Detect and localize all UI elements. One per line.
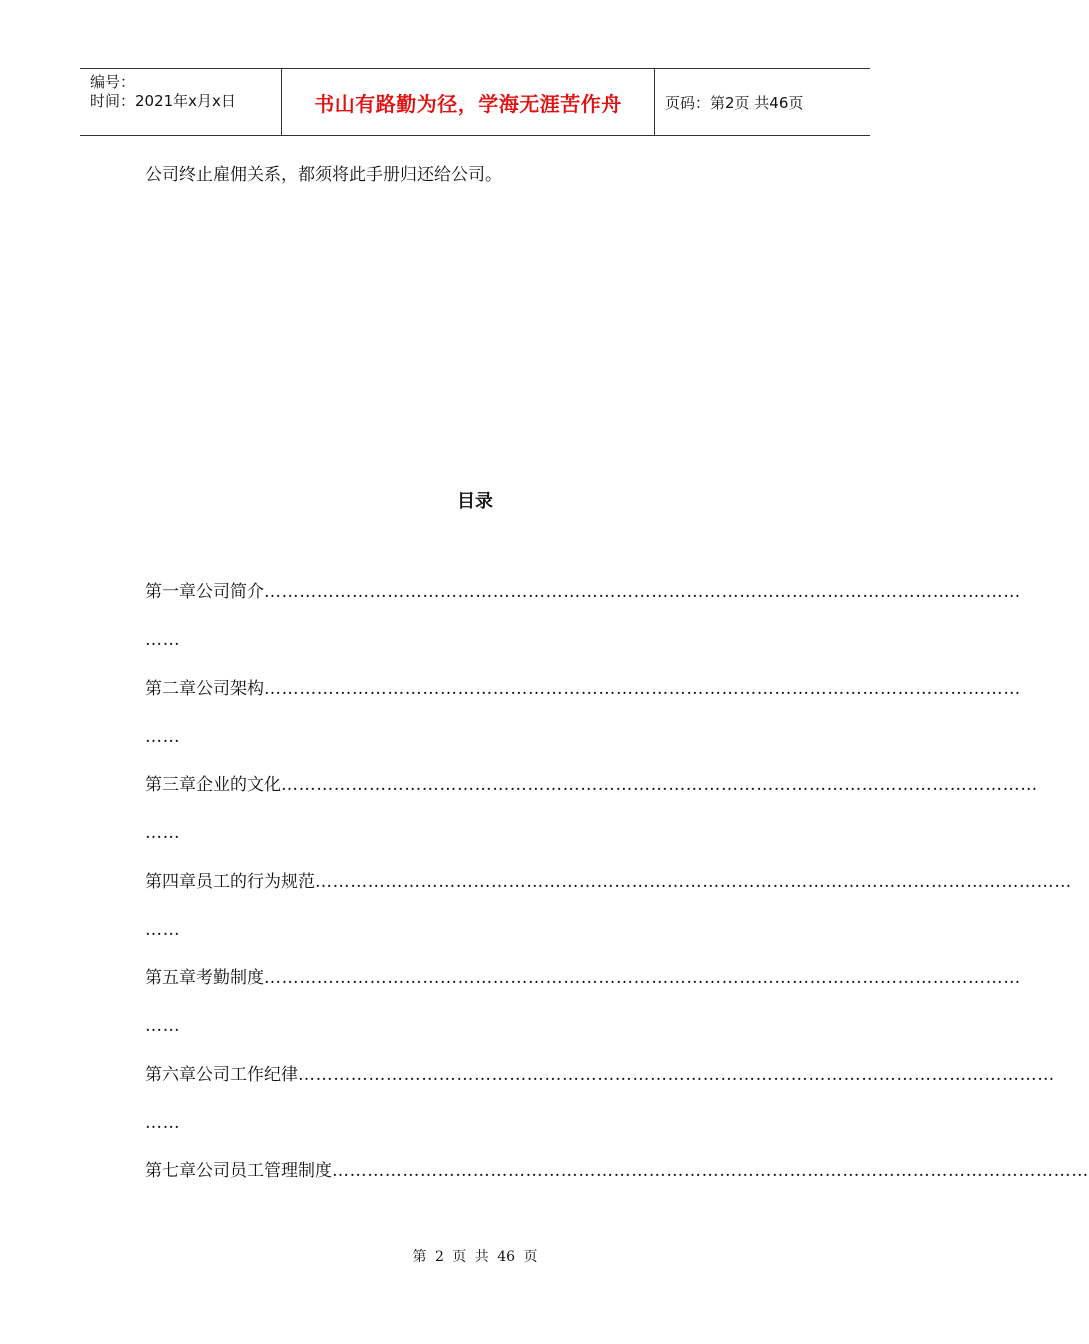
toc-leader-continuation: ……: [145, 919, 181, 940]
toc-entry-label: 第三章企业的文化: [145, 775, 281, 795]
header-page-info: 页码：第2页 共46页: [665, 93, 804, 112]
header-meta-cell: [80, 69, 282, 135]
toc-entry[interactable]: [145, 868, 1072, 965]
toc-entry[interactable]: [145, 964, 1021, 1061]
table-of-contents: [145, 578, 1089, 1254]
toc-entry[interactable]: [145, 675, 1021, 772]
toc-entry-label: 第二章公司架构: [145, 678, 264, 699]
toc-entry[interactable]: [145, 771, 1038, 868]
toc-leader-continuation: ……: [145, 1112, 181, 1133]
toc-entry-label: 第一章公司简介: [145, 582, 264, 602]
header-motto-cell: [282, 69, 655, 135]
header-motto: 书山有路勤为径，学海无涯苦作舟: [314, 91, 622, 116]
toc-entry-label: 第七章公司员工管理制度: [145, 1161, 332, 1181]
toc-leader-dots: …………………………………………………………………………………………………………………: [264, 678, 1021, 699]
toc-entry-label: 第六章公司工作纪律: [145, 1064, 298, 1085]
toc-entry[interactable]: [145, 1157, 1089, 1254]
document-number-label: 编号：: [90, 73, 136, 91]
toc-leader-dots: …………………………………………………………………………………………………………………: [281, 775, 1038, 795]
page-header: [80, 68, 870, 136]
toc-leader-continuation: ……: [145, 630, 181, 650]
header-page-cell: [655, 69, 870, 135]
toc-leader-continuation: ……: [145, 1016, 181, 1036]
toc-leader-continuation: ……: [145, 726, 181, 747]
document-time-label: 时间：2021年x月x日: [90, 92, 236, 110]
toc-leader-dots: …………………………………………………………………………………………………………………: [264, 582, 1021, 602]
toc-leader-dots: …………………………………………………………………………………………………………………: [332, 1161, 1089, 1181]
toc-leader-dots: …………………………………………………………………………………………………………………: [264, 968, 1021, 988]
toc-entry[interactable]: [145, 1061, 1055, 1158]
toc-leader-dots: …………………………………………………………………………………………………………………: [315, 871, 1072, 892]
toc-entry[interactable]: [145, 578, 1021, 675]
page-footer: 第 2 页 共 46 页: [412, 1249, 538, 1265]
toc-entry-label: 第五章考勤制度: [145, 968, 264, 988]
toc-leader-dots: …………………………………………………………………………………………………………………: [298, 1064, 1055, 1085]
toc-title: 目录: [457, 491, 493, 512]
toc-leader-continuation: ……: [145, 823, 181, 843]
toc-entry-label: 第四章员工的行为规范: [145, 871, 315, 892]
body-paragraph: 公司终止雇佣关系，都须将此手册归还给公司。: [145, 165, 502, 185]
